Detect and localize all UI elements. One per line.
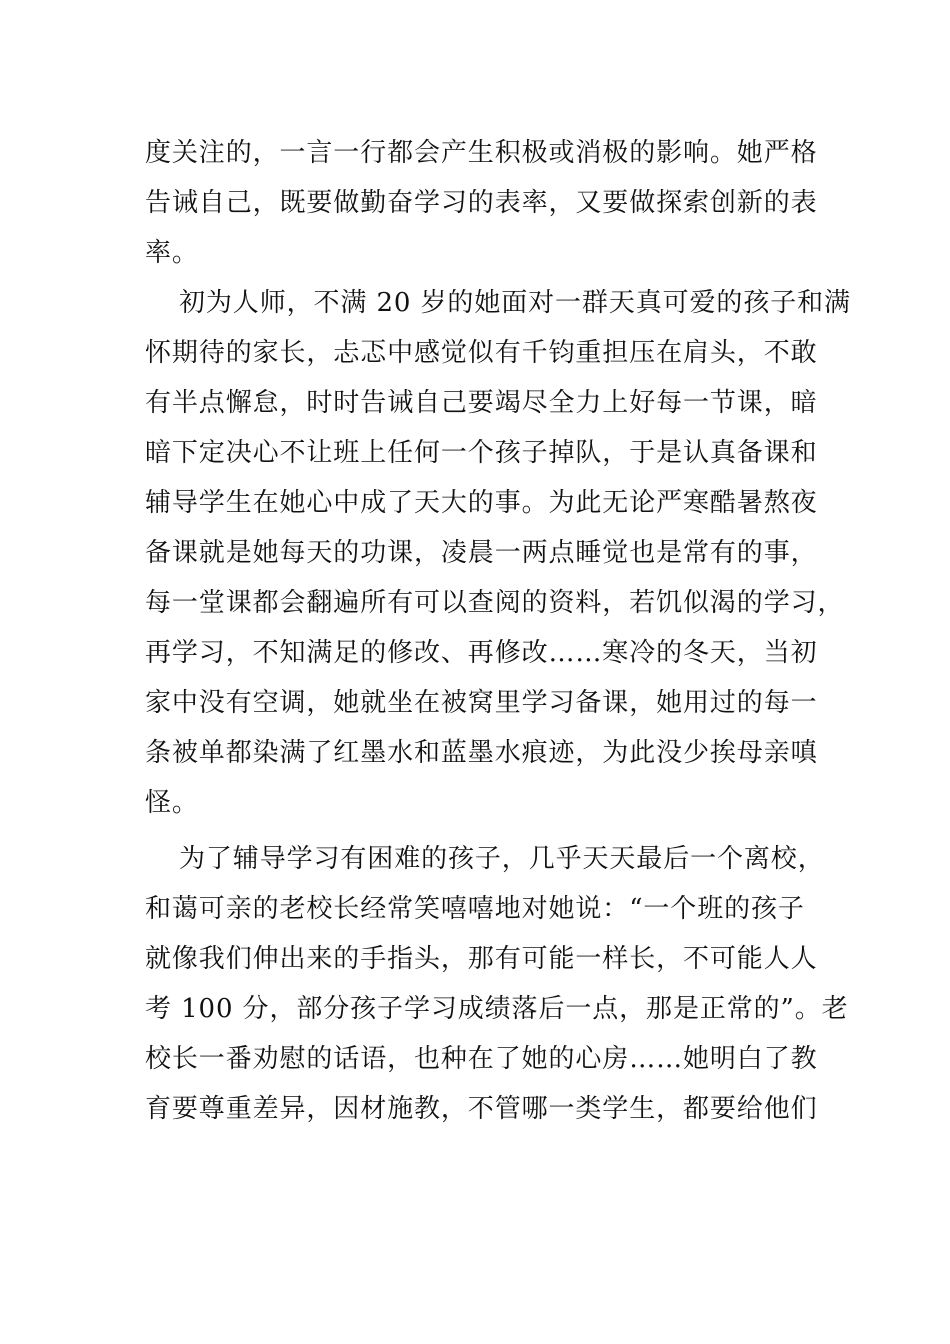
text-line: 度关注的，一言一行都会产生积极或消极的影响。她严格 — [145, 138, 818, 168]
text-line: 怀期待的家长，忐忑中感觉似有千钧重担压在肩头，不敢 — [145, 338, 818, 368]
text-line: 育要尊重差异，因材施教，不管哪一类学生，都要给他们 — [145, 1094, 818, 1124]
text-line: 校长一番劝慰的话语，也种在了她的心房……她明白了教 — [145, 1044, 818, 1074]
text-line: 再学习，不知满足的修改、再修改……寒冷的冬天，当初 — [145, 638, 818, 668]
text-line: 家中没有空调，她就坐在被窝里学习备课，她用过的每一 — [145, 688, 818, 718]
text-line: 就像我们伸出来的手指头，那有可能一样长，不可能人人 — [145, 944, 818, 974]
text-line: 率。 — [145, 238, 199, 268]
paragraph-2 — [145, 278, 851, 878]
text-line: 有半点懈怠，时时告诫自己要竭尽全力上好每一节课，暗 — [145, 388, 818, 418]
text-line: 暗下定决心不让班上任何一个孩子掉队，于是认真备课和 — [145, 438, 818, 468]
text-line: 备课就是她每天的功课，凌晨一两点睡觉也是常有的事， — [145, 538, 818, 568]
paragraph-3 — [145, 834, 849, 1134]
text-line: 辅导学生在她心中成了天大的事。为此无论严寒酷暑熬夜 — [145, 488, 818, 518]
text-line: 怪。 — [145, 788, 199, 818]
text-line: 每一堂课都会翻遍所有可以查阅的资料，若饥似渴的学习， — [145, 588, 845, 618]
text-line: 为了辅导学习有困难的孩子，几乎天天最后一个离校， — [179, 844, 825, 874]
text-line: 告诫自己，既要做勤奋学习的表率，又要做探索创新的表 — [145, 188, 818, 218]
text-line: 考 100 分，部分孩子学习成绩落后一点，那是正常的”。老 — [145, 994, 849, 1024]
paragraph-1 — [145, 128, 818, 278]
text-line: 初为人师，不满 20 岁的她面对一群天真可爱的孩子和满 — [179, 288, 851, 318]
text-line: 条被单都染满了红墨水和蓝墨水痕迹，为此没少挨母亲嗔 — [145, 738, 818, 768]
text-line: 和蔼可亲的老校长经常笑嘻嘻地对她说：“一个班的孩子 — [145, 894, 805, 924]
